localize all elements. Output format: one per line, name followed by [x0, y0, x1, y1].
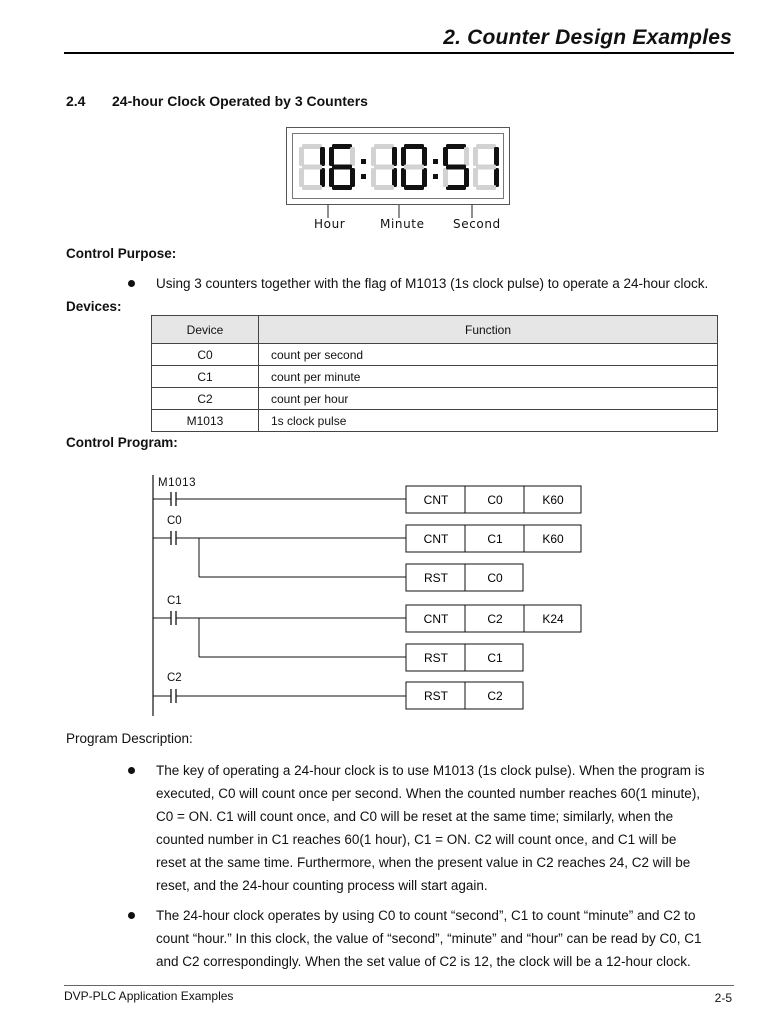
digit-segment [401, 168, 406, 187]
digit-segment [404, 165, 424, 170]
device-cell: C2 [152, 388, 259, 410]
clock-label-second: Second [453, 217, 501, 231]
instruction-box-cnt-c2 [406, 605, 581, 632]
program-description-heading: Program Description: [66, 731, 193, 746]
instruction-op: CNT [423, 493, 449, 507]
table-header-row [152, 316, 718, 344]
bullet-icon [128, 767, 135, 774]
text-line: The 24-hour clock operates by using C0 to count “second”, C1 to count “minute” and C2 to [156, 908, 696, 923]
section-number: 2.4 [66, 93, 86, 109]
colon-dot [433, 174, 438, 179]
digit-segment [494, 147, 499, 166]
instruction-op: RST [424, 689, 448, 703]
instruction-setvalue: K60 [542, 493, 564, 507]
function-cell: count per hour [259, 388, 718, 410]
colon-dot [433, 159, 438, 164]
devices-heading: Devices: [66, 299, 122, 314]
instruction-device: C2 [487, 689, 503, 703]
text-line: counted number in C1 reaches 60(1 hour), C1 = ON. C2 will count once, and C1 will be [156, 832, 677, 847]
control-program-heading: Control Program: [66, 435, 178, 450]
digit-segment [422, 147, 427, 166]
program-description-paragraph-2 [156, 904, 702, 973]
digit-segment [404, 185, 424, 190]
instruction-device: C1 [487, 651, 503, 665]
digit-segment [476, 165, 496, 170]
instruction-device: C1 [487, 532, 503, 546]
instruction-device: C2 [487, 612, 503, 626]
digit-segment [476, 185, 496, 190]
header-rule [64, 52, 734, 54]
digit-segment [422, 168, 427, 187]
digit-segment [392, 168, 397, 187]
text-line: count “hour.” In this clock, the value of “second”, “minute” and “hour” can be read by C0, C1 [156, 931, 702, 946]
digit-segment [299, 147, 304, 166]
contact-label-c2: C2 [167, 672, 182, 684]
digit-segment [374, 144, 394, 149]
text-line: reset at the same time. Furthermore, when the present value in C2 reaches 24, C2 will be [156, 855, 691, 870]
text-line: The key of operating a 24-hour clock is to use M1013 (1s clock pulse). When the program is [156, 763, 705, 778]
contact-label-c1: C1 [167, 595, 182, 607]
digit-segment [371, 168, 376, 187]
clock-display [286, 127, 510, 205]
digit-segment [320, 147, 325, 166]
digit-segment [329, 168, 334, 187]
digit-segment [473, 147, 478, 166]
instruction-setvalue: K60 [542, 532, 564, 546]
ladder-diagram [140, 470, 600, 720]
program-description-paragraph-1 [156, 759, 705, 897]
digit-segment [302, 185, 322, 190]
digit-segment [332, 165, 352, 170]
digit-segment [332, 144, 352, 149]
digit-segment [350, 168, 355, 187]
instruction-box-rst-c1 [406, 644, 523, 671]
devices-table [151, 315, 718, 432]
chapter-title: 2. Counter Design Examples [443, 26, 732, 49]
digit-segment [446, 185, 466, 190]
digit-segment [302, 165, 322, 170]
device-cell: C0 [152, 344, 259, 366]
instruction-box-cnt-c1 [406, 525, 581, 552]
seven-segment-digits [293, 134, 505, 200]
instruction-op: CNT [423, 532, 449, 546]
instruction-box-rst-c2 [406, 682, 523, 709]
digit-segment [392, 147, 397, 166]
digit-segment [464, 147, 469, 166]
control-purpose-heading: Control Purpose: [66, 246, 177, 261]
instruction-op: RST [424, 571, 448, 585]
colon-dot [361, 159, 366, 164]
digit-segment [374, 185, 394, 190]
instruction-device: C0 [487, 571, 503, 585]
digit-segment [443, 147, 448, 166]
footer-publication-title: DVP-PLC Application Examples [64, 989, 234, 1003]
digit-segment [446, 144, 466, 149]
colon-dot [361, 174, 366, 179]
digit-segment [299, 168, 304, 187]
bullet-icon [128, 912, 135, 919]
digit-segment [329, 147, 334, 166]
digit-segment [401, 147, 406, 166]
instruction-box-cnt-c0 [406, 486, 581, 513]
clock-label-hour: Hour [314, 217, 346, 231]
bullet-icon [128, 280, 135, 287]
text-line: C0 = ON. C1 will count once, and C0 will be reset at the same time; similarly, when the [156, 809, 674, 824]
instruction-op: CNT [423, 612, 449, 626]
footer-rule [64, 985, 734, 986]
instruction-device: C0 [487, 493, 503, 507]
contact-label-m1013: M1013 [158, 477, 197, 489]
digit-segment [404, 144, 424, 149]
section-title: 24-hour Clock Operated by 3 Counters [112, 93, 368, 109]
device-cell: C1 [152, 366, 259, 388]
instruction-box-rst-c0 [406, 564, 523, 591]
column-header-function: Function [259, 316, 718, 344]
instruction-setvalue: K24 [542, 612, 564, 626]
table-row [152, 366, 718, 388]
text-line: and C2 correspondingly. When the set value of C2 is 12, the clock will be a 12-hour clock. [156, 954, 691, 969]
contact-label-c0: C0 [167, 515, 182, 527]
clock-label-minute: Minute [380, 217, 425, 231]
digit-segment [371, 147, 376, 166]
digit-segment [494, 168, 499, 187]
function-cell: 1s clock pulse [259, 410, 718, 432]
digit-segment [302, 144, 322, 149]
table-row [152, 388, 718, 410]
function-cell: count per minute [259, 366, 718, 388]
section-heading [66, 93, 368, 109]
device-cell: M1013 [152, 410, 259, 432]
column-header-device: Device [152, 316, 259, 344]
function-cell: count per second [259, 344, 718, 366]
digit-segment [443, 168, 448, 187]
table-row [152, 344, 718, 366]
table-row [152, 410, 718, 432]
digit-segment [464, 168, 469, 187]
digit-segment [332, 185, 352, 190]
text-line: reset, and the 24-hour counting process will start again. [156, 878, 488, 893]
digit-segment [473, 168, 478, 187]
digit-segment [476, 144, 496, 149]
digit-segment [320, 168, 325, 187]
instruction-op: RST [424, 651, 448, 665]
digit-segment [350, 147, 355, 166]
digit-segment [374, 165, 394, 170]
footer-page-number: 2-5 [714, 991, 732, 1005]
control-purpose-text: Using 3 counters together with the flag of M1013 (1s clock pulse) to operate a 24-hour clock. [156, 276, 709, 291]
clock-display-inner [292, 133, 504, 199]
digit-segment [446, 165, 466, 170]
text-line: executed, C0 will count once per second. When the counted number reaches 60(1 minute), [156, 786, 701, 801]
